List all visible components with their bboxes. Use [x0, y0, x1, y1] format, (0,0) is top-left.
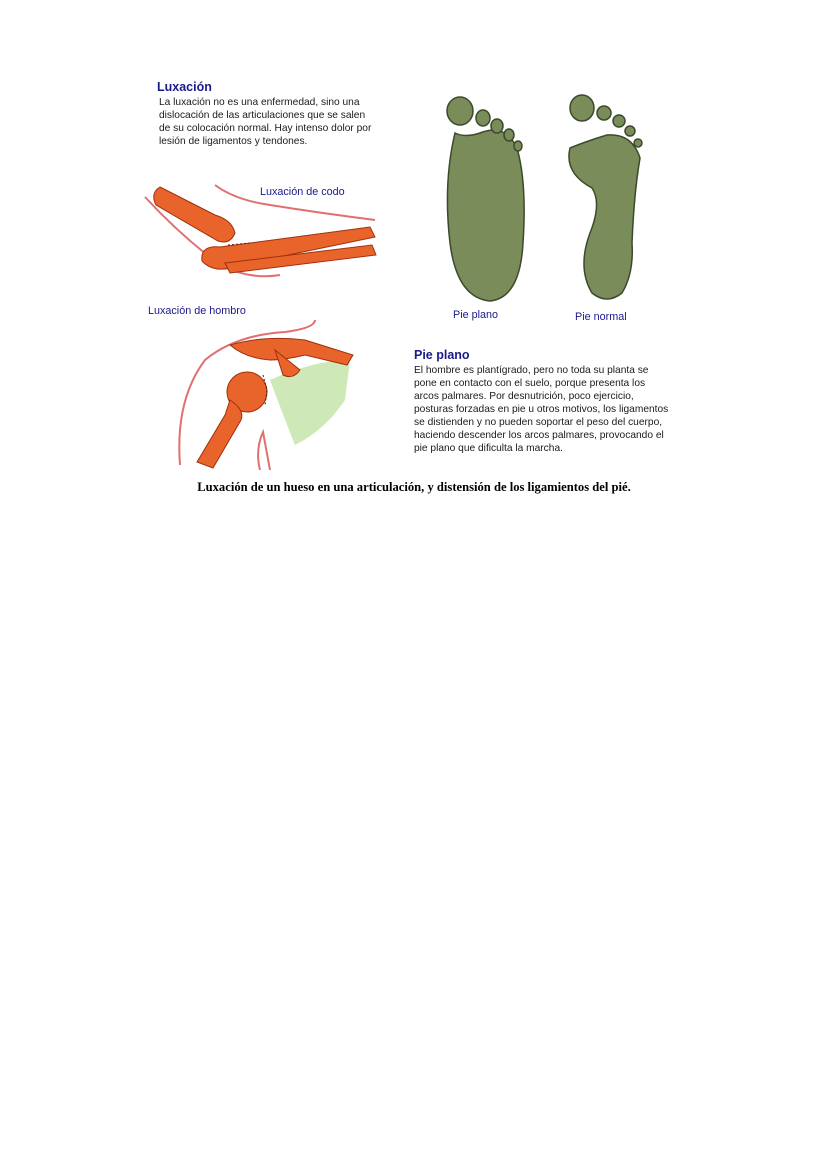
luxacion-line-3: de su colocación normal. Hay intenso dolor por — [159, 123, 372, 134]
label-luxacion-hombro: Luxación de hombro — [148, 305, 246, 317]
luxacion-line-1: La luxación no es una enfermedad, sino una — [159, 97, 360, 108]
normal-foot-illustration — [562, 93, 662, 303]
label-pie-normal: Pie normal — [575, 311, 627, 323]
luxacion-line-4: lesión de ligamentos y tendones. — [159, 136, 308, 147]
figure-caption: Luxación de un hueso en una articulación, y distensión de los ligamientos del pié. — [197, 480, 631, 494]
pie-plano-line-6: haciendo descender los arcos palmares, provocando el — [414, 430, 664, 441]
medical-figure — [140, 75, 710, 475]
shoulder-dislocation-illustration — [175, 320, 405, 470]
label-pie-plano: Pie plano — [453, 309, 499, 321]
pie-plano-line-7: pie plano que dificulta la marcha. — [414, 443, 563, 454]
pie-plano-heading: Pie plano — [414, 348, 470, 362]
pie-plano-line-3: arcos palmares. Por desnutrición, poco ejercicio, — [414, 391, 634, 402]
luxacion-line-2: dislocación de las articulaciones que se salen — [159, 110, 366, 121]
label-luxacion-codo: Luxación de codo — [260, 186, 345, 198]
pie-plano-line-1: El hombre es plantígrado, pero no toda su planta se — [414, 365, 649, 376]
pie-plano-line-5: se distienden y no pueden soportar el peso del cuerpo, — [414, 417, 663, 428]
pie-plano-line-2: pone en contacto con el suelo, porque presenta los — [414, 378, 646, 389]
flat-foot-illustration — [435, 93, 535, 303]
pie-plano-line-4: posturas forzadas en pie u otros motivos, los ligamentos — [414, 404, 669, 415]
luxacion-heading: Luxación — [157, 80, 212, 94]
